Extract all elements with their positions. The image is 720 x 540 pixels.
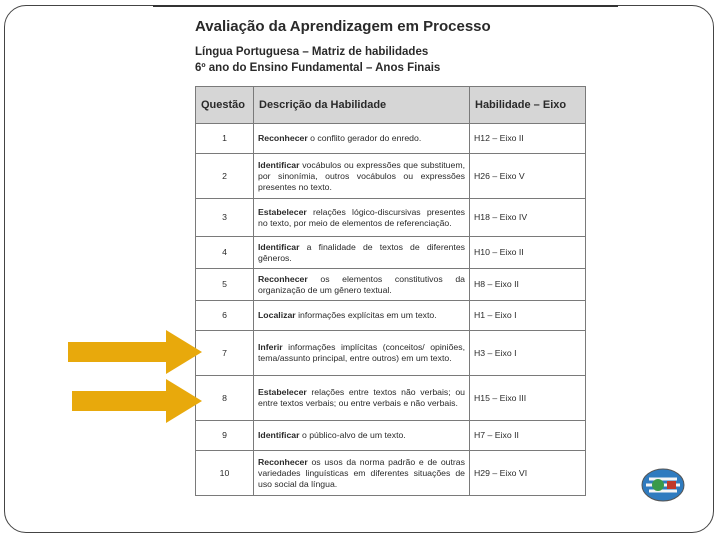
skill-text: relações lógico-discursivas presentes no texto, por meio de elementos de referenciação.	[258, 206, 465, 228]
institution-logo-icon	[641, 468, 685, 502]
question-number: 7	[196, 331, 254, 376]
skill-description	[254, 301, 470, 331]
table-row	[196, 331, 586, 376]
skill-axis: H7 – Eixo II	[470, 421, 586, 451]
skill-description	[254, 269, 470, 301]
skill-verb: Estabelecer	[258, 387, 307, 397]
question-number: 3	[196, 199, 254, 237]
skill-description	[254, 124, 470, 154]
arrow-shape	[72, 379, 202, 423]
table-row	[196, 376, 586, 421]
skill-verb: Identificar	[258, 159, 300, 170]
question-number: 8	[196, 376, 254, 421]
skill-axis: H12 – Eixo II	[470, 124, 586, 154]
skill-axis: H26 – Eixo V	[470, 154, 586, 199]
header-question: Questão	[196, 87, 254, 124]
skill-text: a finalidade de textos de diferentes gêneros.	[258, 241, 465, 263]
arrow-right-icon	[68, 379, 202, 423]
question-number: 4	[196, 237, 254, 269]
skill-verb: Localizar	[258, 310, 296, 320]
table-row	[196, 124, 586, 154]
skills-matrix-table	[195, 86, 586, 496]
question-number: 1	[196, 124, 254, 154]
logo-emblem	[652, 479, 664, 491]
skill-text: os usos da norma padrão e de outras variedades linguísticas em diferentes situações de uso social da língua.	[258, 456, 465, 489]
document-title: Avaliação da Aprendizagem em Processo	[195, 18, 491, 35]
skill-description	[254, 331, 470, 376]
skill-description	[254, 376, 470, 421]
question-number: 9	[196, 421, 254, 451]
skill-text: informações explícitas em um texto.	[295, 310, 437, 320]
skill-verb: Identificar	[258, 430, 300, 440]
logo-flag	[667, 481, 676, 489]
table-row	[196, 451, 586, 496]
skill-axis: H1 – Eixo I	[470, 301, 586, 331]
table-row	[196, 421, 586, 451]
skill-verb: Reconhecer	[258, 456, 308, 467]
document-subtitle-subject: Língua Portuguesa – Matriz de habilidades	[195, 46, 429, 58]
skill-description	[254, 451, 470, 496]
skill-text: o conflito gerador do enredo.	[307, 133, 422, 143]
question-number: 6	[196, 301, 254, 331]
skill-verb: Estabelecer	[258, 206, 307, 217]
question-number: 2	[196, 154, 254, 199]
table-row	[196, 237, 586, 269]
skill-text: os elementos constitutivos da organização de um gênero textual.	[258, 273, 465, 295]
arrow-shape	[68, 330, 202, 374]
skill-verb: Reconhecer	[258, 133, 308, 143]
skill-description	[254, 421, 470, 451]
skill-axis: H3 – Eixo I	[470, 331, 586, 376]
skill-description	[254, 237, 470, 269]
arrow-right-icon	[68, 330, 202, 374]
skill-text: o público-alvo de um texto.	[299, 430, 406, 440]
skill-axis: H10 – Eixo II	[470, 237, 586, 269]
header-description: Descrição da Habilidade	[254, 87, 470, 124]
skill-axis: H15 – Eixo III	[470, 376, 586, 421]
skill-axis: H8 – Eixo II	[470, 269, 586, 301]
skill-verb: Reconhecer	[258, 273, 308, 284]
table-row	[196, 154, 586, 199]
question-number: 5	[196, 269, 254, 301]
table-row	[196, 301, 586, 331]
skill-axis: H29 – Eixo VI	[470, 451, 586, 496]
skill-verb: Inferir	[258, 342, 283, 352]
top-rule	[153, 5, 618, 7]
skill-description	[254, 199, 470, 237]
table-row	[196, 199, 586, 237]
header-skill-axis: Habilidade – Eixo	[470, 87, 586, 124]
table-header-row	[196, 87, 586, 124]
skill-axis: H18 – Eixo IV	[470, 199, 586, 237]
skill-description	[254, 154, 470, 199]
skill-text: vocábulos ou expressões que substituem, por sinonímia, outros vocábulos ou expressões presentes no texto.	[258, 159, 465, 192]
skill-text: relações entre textos não verbais; ou entre textos verbais; ou entre verbais e não verbais.	[258, 387, 465, 408]
skill-verb: Identificar	[258, 241, 300, 252]
document-subtitle-grade: 6º ano do Ensino Fundamental – Anos Finais	[195, 62, 441, 74]
question-number: 10	[196, 451, 254, 496]
skill-text: informações implícitas (conceitos/ opiniões, tema/assunto principal, entre outros) em um texto.	[258, 342, 465, 363]
table-row	[196, 269, 586, 301]
